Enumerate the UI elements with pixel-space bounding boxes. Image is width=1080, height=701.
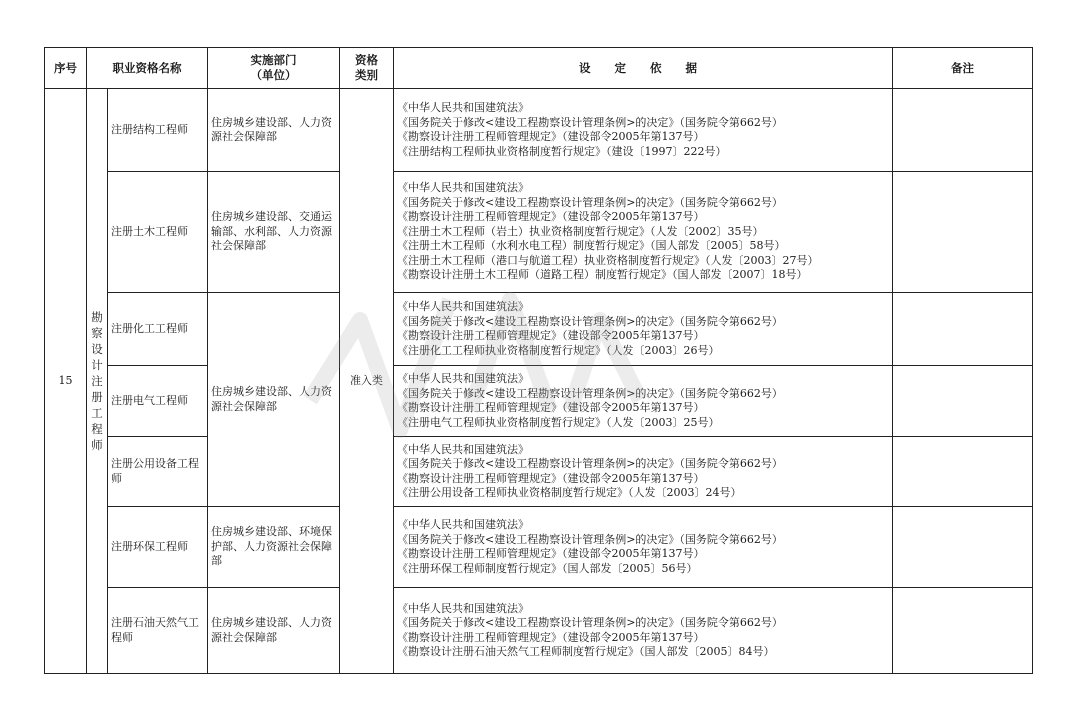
qualification-name: 注册电气工程师 bbox=[108, 366, 208, 437]
header-basis-text: 设 定 依 据 bbox=[578, 60, 707, 75]
remark-cell bbox=[893, 507, 1033, 588]
department-cell: 住房城乡建设部、环境保护部、人力资源社会保障部 bbox=[208, 507, 340, 588]
header-basis bbox=[394, 48, 893, 89]
table-row bbox=[45, 172, 1033, 293]
remark-cell bbox=[893, 366, 1033, 437]
basis-cell: 《中华人民共和国建筑法》 《国务院关于修改<建设工程勘察设计管理条例>的决定》（国务院令第662号） 《勘察设计注册工程师管理规定》（建设部令2005年第137号） 《注册化工工程师执业资格制度暂行规定》（人发〔2003〕26号） bbox=[394, 293, 893, 366]
qualification-name: 注册结构工程师 bbox=[108, 89, 208, 172]
type-cell: 准入类 bbox=[340, 89, 394, 674]
basis-cell: 《中华人民共和国建筑法》 《国务院关于修改<建设工程勘察设计管理条例>的决定》（国务院令第662号） 《勘察设计注册工程师管理规定》（建设部令2005年第137号） 《勘察设计注册石油天然气工程师制度暂行规定》（国人部发〔2005〕84号） bbox=[394, 588, 893, 674]
header-qualification-name: 职业资格名称 bbox=[87, 48, 208, 89]
table-row bbox=[45, 507, 1033, 588]
table-row bbox=[45, 366, 1033, 437]
department-cell: 住房城乡建设部、人力资源社会保障部 bbox=[208, 293, 340, 507]
remark-cell bbox=[893, 293, 1033, 366]
qualification-name: 注册环保工程师 bbox=[108, 507, 208, 588]
header-type bbox=[340, 48, 394, 89]
remark-cell bbox=[893, 588, 1033, 674]
header-row bbox=[45, 48, 1033, 89]
qualification-name: 注册石油天然气工程师 bbox=[108, 588, 208, 674]
header-department bbox=[208, 48, 340, 89]
seq-cell: 15 bbox=[45, 89, 87, 674]
basis-cell: 《中华人民共和国建筑法》 《国务院关于修改<建设工程勘察设计管理条例>的决定》（国务院令第662号） 《勘察设计注册工程师管理规定》（建设部令2005年第137号） 《注册公用设备工程师执业资格制度暂行规定》（人发〔2003〕24号） bbox=[394, 437, 893, 507]
table-row bbox=[45, 437, 1033, 507]
header-type-text: 资格 类别 bbox=[355, 53, 378, 82]
category-cell bbox=[87, 89, 108, 674]
qualification-name: 注册公用设备工程师 bbox=[108, 437, 208, 507]
basis-cell: 《中华人民共和国建筑法》 《国务院关于修改<建设工程勘察设计管理条例>的决定》（国务院令第662号） 《勘察设计注册工程师管理规定》（建设部令2005年第137号） 《注册环保工程师制度暂行规定》（国人部发〔2005〕56号） bbox=[394, 507, 893, 588]
header-remark: 备注 bbox=[893, 48, 1033, 89]
basis-cell: 《中华人民共和国建筑法》 《国务院关于修改<建设工程勘察设计管理条例>的决定》（国务院令第662号） 《勘察设计注册工程师管理规定》（建设部令2005年第137号） 《注册电气工程师执业资格制度暂行规定》（人发〔2003〕25号） bbox=[394, 366, 893, 437]
qualification-name: 注册化工工程师 bbox=[108, 293, 208, 366]
remark-cell bbox=[893, 437, 1033, 507]
department-cell: 住房城乡建设部、人力资源社会保障部 bbox=[208, 89, 340, 172]
qualification-table bbox=[44, 47, 1033, 674]
table-row bbox=[45, 293, 1033, 366]
department-cell: 住房城乡建设部、人力资源社会保障部 bbox=[208, 588, 340, 674]
table-row bbox=[45, 588, 1033, 674]
basis-cell: 《中华人民共和国建筑法》 《国务院关于修改<建设工程勘察设计管理条例>的决定》（国务院令第662号） 《勘察设计注册工程师管理规定》（建设部令2005年第137号） 《注册土木工程师（岩土）执业资格制度暂行规定》（人发〔2002〕35号） 《注册土木工程师（水利水电工程）制度暂行规定》（国人部发〔2005〕58号） 《注册土木工程师（港口与航道工程）执业资格制度暂行规定》（人发〔2003〕27号） 《勘察设计注册土木工程师（道路工程）制度暂行规定》（国人部发〔2007〕18号） bbox=[394, 172, 893, 293]
header-seq: 序号 bbox=[45, 48, 87, 89]
remark-cell bbox=[893, 172, 1033, 293]
remark-cell bbox=[893, 89, 1033, 172]
qualification-name: 注册土木工程师 bbox=[108, 172, 208, 293]
table-row bbox=[45, 89, 1033, 172]
department-cell: 住房城乡建设部、交通运输部、水利部、人力资源社会保障部 bbox=[208, 172, 340, 293]
header-department-text: 实施部门 （单位） bbox=[250, 53, 297, 82]
category-text: 勘察设计注册工程师 bbox=[91, 310, 103, 452]
basis-cell: 《中华人民共和国建筑法》 《国务院关于修改<建设工程勘察设计管理条例>的决定》（国务院令第662号） 《勘察设计注册工程师管理规定》（建设部令2005年第137号） 《注册结构工程师执业资格制度暂行规定》（建设〔1997〕222号） bbox=[394, 89, 893, 172]
